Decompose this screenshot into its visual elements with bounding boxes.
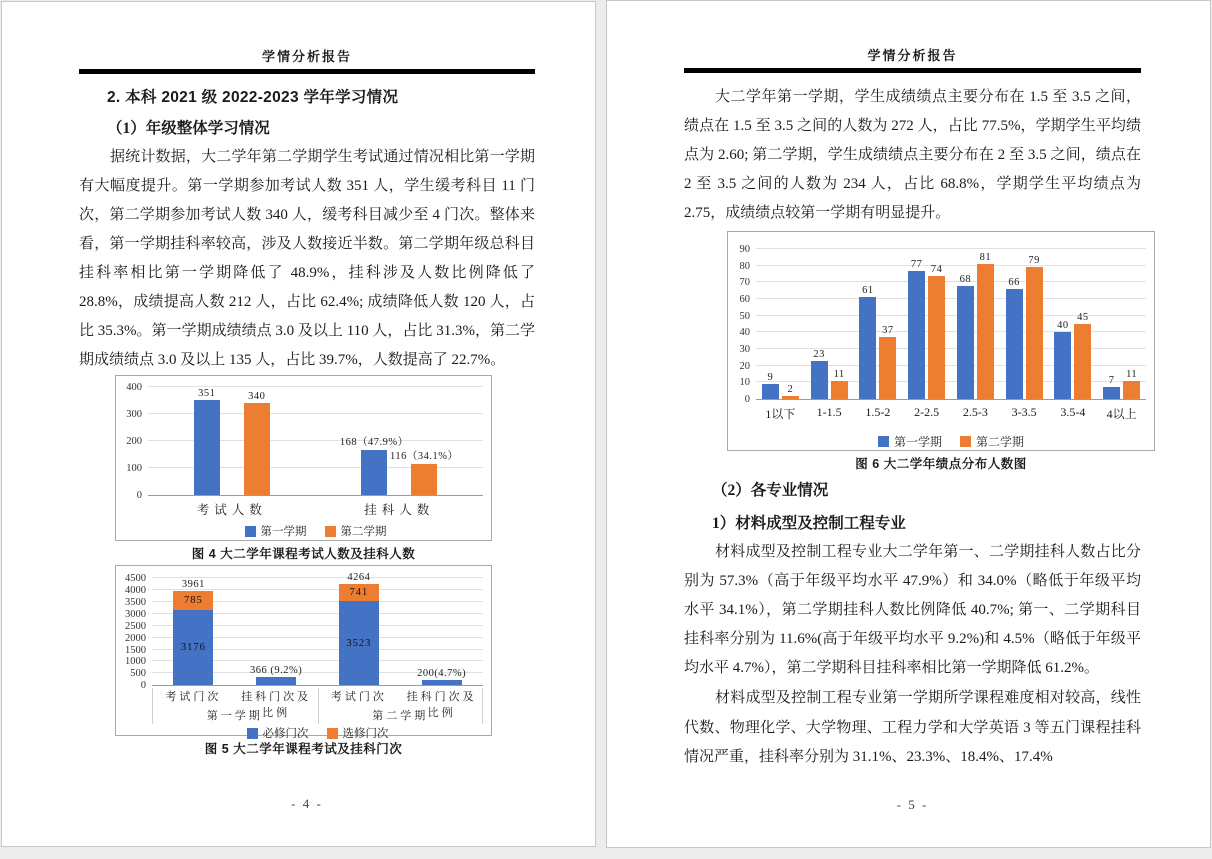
- y-tick-label: 0: [140, 680, 146, 692]
- page-4-content: [79, 2, 535, 846]
- y-tick-label: 1500: [125, 644, 146, 656]
- bar: [1074, 311, 1091, 399]
- legend-swatch: [245, 526, 256, 537]
- bar: [782, 383, 799, 399]
- x-category-label: 2-2.5: [914, 404, 940, 419]
- bar-value-label: 74: [930, 263, 943, 275]
- x-category-label: 3-3.5: [1011, 404, 1037, 419]
- bar-total-label: 200(4.7%): [417, 668, 467, 680]
- y-tick-label: 1000: [125, 656, 146, 668]
- section-title: 2. 本科 2021 级 2022-2023 学年学习情况: [107, 88, 399, 106]
- y-tick-label: 40: [739, 327, 750, 339]
- bar-total-label: 366 (9.2%): [250, 664, 303, 676]
- plot-area: [756, 250, 1146, 400]
- bar: [811, 348, 828, 399]
- y-tick-label: 80: [739, 260, 750, 272]
- bar: [859, 285, 876, 399]
- bar-value-label: 351: [198, 388, 216, 400]
- body-paragraph: 材料成型及控制工程专业第一学期所学课程难度相对较高，线性代数、物理化学、大学物理、工程力学和大学英语 3 等五门课程挂科情况严重，挂科率分别为 31.1%、23.3%、18.4%、17.4%: [684, 690, 1141, 765]
- legend-item: 选修门次: [327, 725, 389, 741]
- report-page-4: [1, 1, 596, 847]
- segment-label: 3176: [180, 642, 206, 653]
- bar-value-label: 9: [767, 371, 774, 383]
- bar: [928, 263, 945, 399]
- bar: [390, 450, 459, 495]
- figure-5-stacked-bar-chart: [115, 565, 492, 741]
- bar: [908, 258, 925, 399]
- bar: [244, 391, 270, 495]
- bar: [1103, 375, 1120, 399]
- stack-segment-top: [173, 591, 213, 610]
- x-category-label: 挂科门次及比例: [241, 691, 312, 720]
- subsection-heading-2: （2）各专业情况: [712, 481, 829, 499]
- y-tick-label: 50: [739, 310, 750, 322]
- legend-item: 第二学期: [960, 433, 1024, 450]
- y-tick-label: 200: [126, 436, 142, 448]
- y-tick-label: 500: [130, 668, 146, 680]
- y-tick-label: 3500: [125, 597, 146, 609]
- bar-value-label: 68: [959, 273, 972, 285]
- bar-value-label: 340: [248, 391, 266, 403]
- x-category-label: 挂科门次及比例: [406, 691, 477, 720]
- y-tick-label: 30: [739, 343, 750, 355]
- bar: [1123, 368, 1140, 399]
- header-rule: [684, 68, 1141, 73]
- bar-total-label: 4264: [347, 571, 371, 583]
- y-tick-label: 2000: [125, 632, 146, 644]
- x-category-label: 考试人数: [196, 503, 267, 518]
- x-category-label: 1-1.5: [816, 404, 842, 419]
- plot-area: [148, 388, 483, 496]
- stack-segment-bottom: [422, 680, 462, 685]
- header-rule: [79, 69, 535, 74]
- bar-value-label: 7: [1108, 375, 1115, 387]
- stack-segment-top: [339, 584, 379, 602]
- legend-swatch: [327, 728, 338, 739]
- y-tick-label: 3000: [125, 608, 146, 620]
- x-category-label: 3.5-4: [1060, 404, 1086, 419]
- figure-4-block: [115, 375, 492, 757]
- bar-total-label: 3961: [181, 579, 205, 591]
- stacked-bar: [339, 571, 379, 685]
- legend-swatch: [325, 526, 336, 537]
- y-tick-label: 300: [126, 409, 142, 421]
- figure-4-bar-chart: [115, 375, 492, 541]
- stack-segment-bottom: [173, 610, 213, 686]
- bar-value-label: 11: [1126, 368, 1138, 380]
- page-number: - 4 -: [291, 796, 323, 811]
- figure-4-caption: 图 4 大二学年课程考试人数及挂科人数: [191, 547, 416, 562]
- page-number: - 5 -: [896, 797, 929, 812]
- subsection-heading-1: （1）年级整体学习情况: [107, 119, 270, 137]
- legend-item: 第二学期: [325, 523, 387, 539]
- x-category-label: 4以上: [1106, 406, 1137, 421]
- body-paragraph: 大二学年第一学期，学生成绩绩点主要分布在 1.5 至 3.5 之间，绩点在 1.5 至 3.5 之间的人数为 272 人，占比 77.5%，学期学生平均绩点为 2.60; 第二学期，学生成绩绩点主要分布在 2 至 3.5 之间，绩点在 2 至 3.5 之间的人数为 234 人，占比 68.8%，学期学生平均绩点为 2.75，成绩绩点较第一学期有明显提升。: [684, 88, 1141, 221]
- legend-swatch: [247, 728, 258, 739]
- y-tick-label: 10: [739, 377, 750, 389]
- x-group-label: 第二学期: [372, 710, 429, 723]
- gridline: [148, 386, 483, 387]
- axis-separator: [318, 688, 319, 724]
- x-category-label: 1以下: [765, 406, 796, 421]
- bar-value-label: 66: [1008, 276, 1020, 288]
- legend-item: 第一学期: [878, 433, 942, 450]
- bar: [1054, 320, 1071, 399]
- figure-6-block: [727, 231, 1155, 472]
- body-paragraph: 材料成型及控制工程专业大二学年第一、二学期挂科人数占比分别为 57.3%（高于年级平均水平 47.9%）和 34.0%（略低于年级平均水平 34.1%），第二学期挂科人数比例降低 40.7%; 第一、二学期科目挂科率分别为 11.6%(高于年级平均水平 9.2%)和 4.5%（略低于年级平均水平 4.7%），第二学期科目挂科率相比第一学期降低 61.2%。: [684, 543, 1141, 677]
- y-axis: [730, 243, 756, 405]
- segment-label: 741: [349, 587, 369, 599]
- bar: [1006, 276, 1023, 399]
- body-paragraph: 据统计数据，大二学年第二学期学生考试通过情况相比第一学期有大幅度提升。第一学期参加考试人数 351 人，学生缓考科目 11 门次，第二学期参加考试人数 340 人，缓考科目减少至 4 门次。整体来看，第一学期挂科率较高，涉及人数接近半数。第二学期年级总科目挂科率相比第一学期降低了 48.9%，挂科涉及人数比例降低了 28.8%，成绩提高人数 212 人，占比 62.4%; 成绩降低人数 120 人，占比 35.3%。第一学期成绩绩点 3.0 及以上 110 人，占比 31.3%，第二学期成绩绩点 3.0 及以上 135 人，占比 39.7%，人数提高了 22.7%。: [79, 148, 535, 369]
- page-5-content: [684, 1, 1141, 847]
- bar-value-label: 37: [882, 325, 894, 337]
- y-tick-label: 0: [136, 490, 142, 502]
- segment-label: 785: [184, 594, 203, 606]
- stacked-bar: [173, 579, 213, 685]
- running-header: 学情分析报告: [867, 48, 958, 63]
- bar: [762, 371, 779, 399]
- running-header: 学情分析报告: [261, 49, 352, 64]
- chart-legend: [148, 523, 483, 539]
- y-tick-label: 400: [126, 382, 142, 394]
- y-tick-label: 4500: [125, 573, 146, 585]
- stack-segment-bottom: [256, 677, 296, 686]
- y-tick-label: 4000: [125, 585, 146, 597]
- x-category-label: 1.5-2: [865, 404, 891, 419]
- axis-separator: [152, 688, 153, 724]
- bar-value-label: 45: [1077, 311, 1089, 323]
- plot-area: [152, 571, 483, 686]
- bar-value-label: 40: [1057, 320, 1069, 332]
- legend-swatch: [878, 436, 889, 447]
- y-tick-label: 20: [739, 360, 750, 372]
- y-tick-label: 2500: [125, 620, 146, 632]
- bar: [879, 325, 896, 399]
- stacked-bar: [250, 664, 303, 686]
- y-tick-label: 0: [744, 393, 750, 405]
- bar: [339, 436, 409, 495]
- bar-value-label: 23: [813, 348, 825, 360]
- bar-value-label: 11: [833, 368, 845, 380]
- y-axis: [118, 573, 152, 692]
- subsection-heading-3: 1）材料成型及控制工程专业: [712, 514, 906, 532]
- figure-6-bar-chart: [727, 231, 1155, 451]
- bar: [831, 368, 848, 399]
- gridline: [756, 248, 1146, 249]
- x-group-label: 第一学期: [206, 710, 263, 723]
- y-tick-label: 60: [739, 293, 750, 305]
- x-category-label: 考试门次: [165, 691, 222, 704]
- legend-swatch: [960, 436, 971, 447]
- y-tick-label: 90: [739, 243, 750, 255]
- bar-value-label: 77: [910, 258, 923, 270]
- bar: [977, 251, 994, 399]
- legend-item: 必修门次: [247, 725, 309, 741]
- legend-item: 第一学期: [245, 523, 307, 539]
- figure-6-caption: 图 6 大二学年绩点分布人数图: [855, 456, 1027, 471]
- y-axis: [118, 382, 148, 502]
- bar-value-label: 61: [862, 285, 874, 297]
- axis-separator: [482, 688, 483, 724]
- y-tick-label: 100: [126, 463, 142, 475]
- y-tick-label: 70: [739, 277, 750, 289]
- report-page-5: [606, 0, 1211, 848]
- bar: [194, 388, 220, 495]
- x-category-label: 考试门次: [330, 691, 387, 704]
- bar-value-label: 81: [979, 251, 992, 263]
- bar: [1026, 255, 1043, 399]
- x-category-label: 挂科人数: [364, 503, 435, 518]
- bar-value-label: 79: [1028, 255, 1040, 267]
- bar-value-label: 168（47.9%）: [339, 436, 409, 448]
- bar: [957, 273, 974, 399]
- chart-legend: [756, 433, 1146, 450]
- stacked-bar: [417, 668, 467, 685]
- bar-value-label: 2: [787, 383, 794, 395]
- x-category-label: 2.5-3: [962, 404, 988, 419]
- bar-value-label: 116（34.1%）: [390, 450, 459, 462]
- figure-5-caption: 图 5 大二学年课程考试及挂科门次: [204, 742, 403, 757]
- stack-segment-bottom: [339, 601, 379, 685]
- segment-label: 3523: [346, 637, 372, 649]
